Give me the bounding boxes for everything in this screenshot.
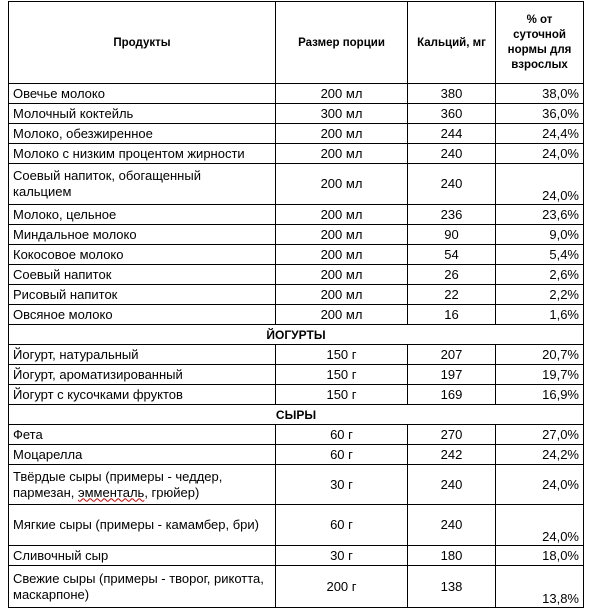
portion-size: 200 мл — [276, 144, 408, 164]
portion-size: 200 мл — [276, 225, 408, 245]
portion-size: 200 мл — [276, 245, 408, 265]
portion-size: 30 г — [276, 465, 408, 505]
calcium-mg: 180 — [408, 546, 496, 566]
section-row-yogurts — [9, 325, 584, 345]
header-calcium: Кальций, мг — [408, 2, 496, 84]
product-name: Миндальное молоко — [9, 225, 276, 245]
portion-size: 200 мл — [276, 164, 408, 205]
calcium-mg: 138 — [408, 566, 496, 608]
portion-size: 60 г — [276, 425, 408, 445]
table-row — [9, 265, 584, 285]
daily-percent: 16,9% — [496, 385, 584, 405]
table-row — [9, 205, 584, 225]
product-name: Йогурт с кусочками фруктов — [9, 385, 276, 405]
section-title: СЫРЫ — [9, 405, 584, 425]
product-name-part: , грюйер) — [144, 484, 200, 500]
daily-percent: 5,4% — [496, 245, 584, 265]
calcium-mg: 22 — [408, 285, 496, 305]
calcium-mg: 270 — [408, 425, 496, 445]
product-name: Кокосовое молоко — [9, 245, 276, 265]
daily-percent: 19,7% — [496, 365, 584, 385]
portion-size: 200 г — [276, 566, 408, 608]
daily-percent: 27,0% — [496, 425, 584, 445]
daily-percent: 23,6% — [496, 205, 584, 225]
table-row — [9, 245, 584, 265]
daily-percent: 9,0% — [496, 225, 584, 245]
product-name: Свежие сыры (примеры - творог, рикотта, маскарпоне) — [9, 566, 276, 608]
table-row — [9, 84, 584, 104]
product-name: Молоко с низким процентом жирности — [9, 144, 276, 164]
product-name: Йогурт, ароматизированный — [9, 365, 276, 385]
table-row — [9, 505, 584, 546]
table-row — [9, 225, 584, 245]
daily-percent: 24,0% — [496, 144, 584, 164]
portion-size: 200 мл — [276, 124, 408, 144]
daily-percent: 24,0% — [496, 505, 584, 546]
calcium-mg: 16 — [408, 305, 496, 325]
portion-size: 60 г — [276, 445, 408, 465]
calcium-mg: 240 — [408, 164, 496, 205]
product-name: Молоко, цельное — [9, 205, 276, 225]
daily-percent: 2,6% — [496, 265, 584, 285]
table-row — [9, 566, 584, 608]
calcium-mg: 240 — [408, 505, 496, 546]
product-name: Соевый напиток — [9, 265, 276, 285]
product-name: Молоко, обезжиренное — [9, 124, 276, 144]
calcium-mg: 90 — [408, 225, 496, 245]
table-row — [9, 385, 584, 405]
calcium-mg: 244 — [408, 124, 496, 144]
section-row-cheeses — [9, 405, 584, 425]
product-name: Овсяное молоко — [9, 305, 276, 325]
daily-percent: 13,8% — [496, 566, 584, 608]
table-row — [9, 164, 584, 205]
calcium-mg: 236 — [408, 205, 496, 225]
product-name: Соевый напиток, обогащенный кальцием — [9, 164, 276, 205]
portion-size: 200 мл — [276, 205, 408, 225]
portion-size: 300 мл — [276, 104, 408, 124]
daily-percent: 20,7% — [496, 345, 584, 365]
calcium-mg: 197 — [408, 365, 496, 385]
calcium-mg: 54 — [408, 245, 496, 265]
portion-size: 60 г — [276, 505, 408, 546]
product-name: Рисовый напиток — [9, 285, 276, 305]
daily-percent: 24,2% — [496, 445, 584, 465]
calcium-table — [8, 1, 584, 608]
table-row — [9, 345, 584, 365]
daily-percent: 24,4% — [496, 124, 584, 144]
portion-size: 150 г — [276, 365, 408, 385]
header-row — [9, 2, 584, 84]
product-name: Фета — [9, 425, 276, 445]
header-product: Продукты — [9, 2, 276, 84]
section-title: ЙОГУРТЫ — [9, 325, 584, 345]
header-portion: Размер порции — [276, 2, 408, 84]
product-name: Моцарелла — [9, 445, 276, 465]
calcium-mg: 242 — [408, 445, 496, 465]
calcium-mg: 207 — [408, 345, 496, 365]
header-percent: % от суточной нормы для взрослых — [496, 2, 584, 84]
calcium-mg: 380 — [408, 84, 496, 104]
table-row — [9, 104, 584, 124]
table-row — [9, 425, 584, 445]
spellcheck-underlined-word: эмменталь — [77, 484, 145, 500]
table-row — [9, 144, 584, 164]
table-row — [9, 365, 584, 385]
product-name: Мягкие сыры (примеры - камамбер, бри) — [9, 505, 276, 546]
table-row — [9, 546, 584, 566]
product-name — [9, 465, 276, 505]
daily-percent: 24,0% — [496, 465, 584, 505]
portion-size: 150 г — [276, 345, 408, 365]
portion-size: 200 мл — [276, 265, 408, 285]
calcium-mg: 26 — [408, 265, 496, 285]
daily-percent: 2,2% — [496, 285, 584, 305]
calcium-mg: 240 — [408, 144, 496, 164]
product-name: Сливочный сыр — [9, 546, 276, 566]
product-name: Молочный коктейль — [9, 104, 276, 124]
product-name-part: Твёрдые сыры (примеры - чеддер, пармезан, — [13, 468, 223, 500]
calcium-mg: 360 — [408, 104, 496, 124]
table-row — [9, 305, 584, 325]
product-name: Йогурт, натуральный — [9, 345, 276, 365]
table-row — [9, 124, 584, 144]
daily-percent: 1,6% — [496, 305, 584, 325]
table-row — [9, 285, 584, 305]
portion-size: 200 мл — [276, 305, 408, 325]
calcium-mg: 240 — [408, 465, 496, 505]
calcium-mg: 169 — [408, 385, 496, 405]
daily-percent: 18,0% — [496, 546, 584, 566]
portion-size: 200 мл — [276, 84, 408, 104]
table-row — [9, 445, 584, 465]
daily-percent: 38,0% — [496, 84, 584, 104]
daily-percent: 36,0% — [496, 104, 584, 124]
product-name: Овечье молоко — [9, 84, 276, 104]
portion-size: 150 г — [276, 385, 408, 405]
table-row — [9, 465, 584, 505]
portion-size: 200 мл — [276, 285, 408, 305]
daily-percent: 24,0% — [496, 164, 584, 205]
portion-size: 30 г — [276, 546, 408, 566]
